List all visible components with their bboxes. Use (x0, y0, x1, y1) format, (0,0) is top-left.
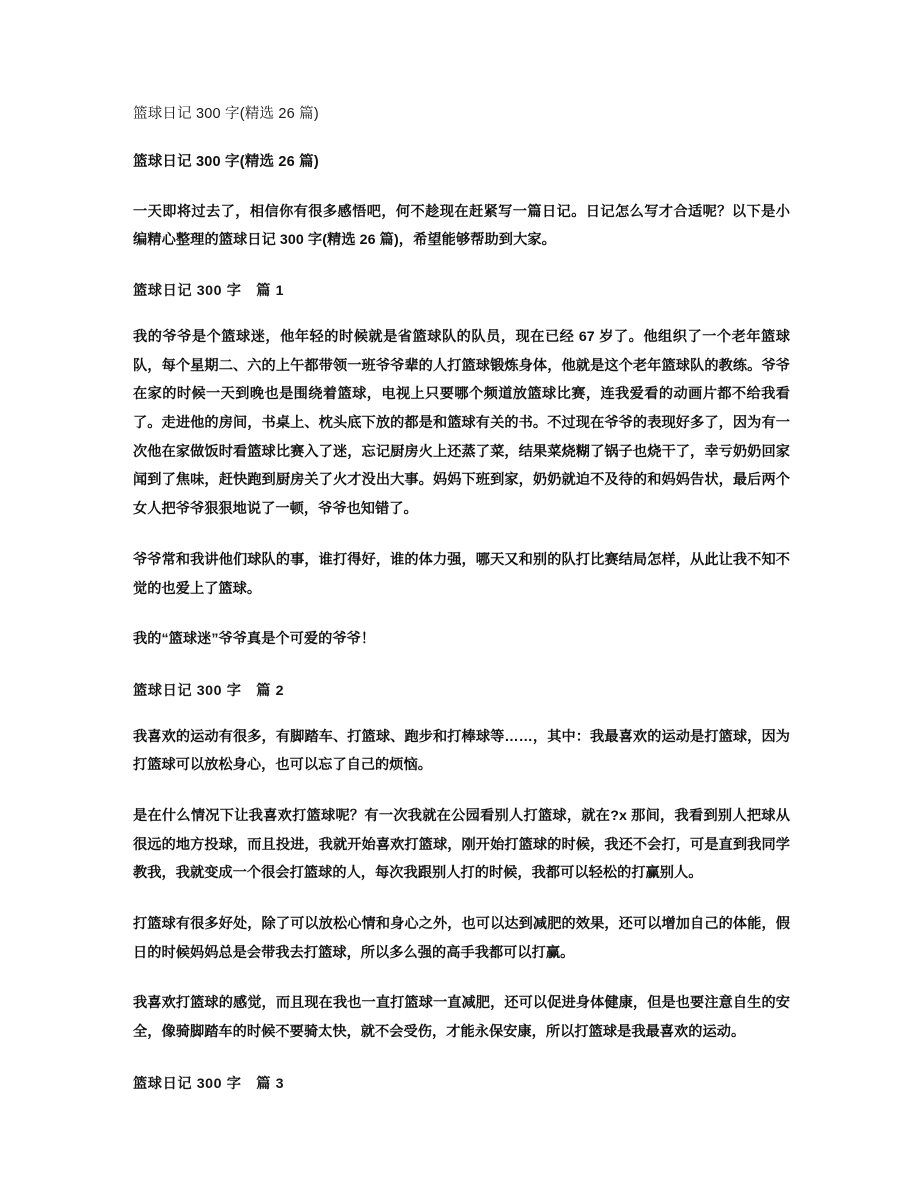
section-2-heading: 篮球日记 300 字 篇 2 (133, 682, 285, 699)
section-2-paragraph-3: 打篮球有很多好处，除了可以放松心情和身心之外，也可以达到减肥的效果，还可以增加自己的体能，假日的时候妈妈总是会带我去打篮球，所以多么强的高手我都可以打赢。 (133, 916, 790, 961)
section-1-paragraph-3: 我的“篮球迷”爷爷真是个可爱的爷爷！ (133, 631, 376, 648)
document-intro-paragraph: 一天即将过去了，相信你有很多感悟吧，何不趁现在赶紧写一篇日记。日记怎么写才合适呢？以下是小编精心整理的篮球日记 300 字(精选 26 篇)，希望能够帮助到大家。 (133, 203, 790, 248)
section-2-paragraph-2: 是在什么情况下让我喜欢打篮球呢？有一次我就在公园看别人打篮球，就在?x 那间，我看到别人把球从很远的地方投球，而且投进，我就开始喜欢打篮球，刚开始打篮球的时候，我还不会打，可是直到我同学教我，我就变成一个很会打篮球的人，每次我跟别人打的时候，我都可以轻松的打赢别人。 (133, 808, 790, 882)
section-2-paragraph-1: 我喜欢的运动有很多，有脚踏车、打篮球、跑步和打棒球等……，其中：我最喜欢的运动是打篮球，因为打篮球可以放松身心，也可以忘了自己的烦恼。 (133, 728, 790, 774)
document-body (133, 104, 790, 1096)
section-2-paragraph-4: 我喜欢打篮球的感觉，而且现在我也一直打篮球一直减肥，还可以促进身体健康，但是也要注意自生的安全，像骑脚踏车的时候不要骑太快，就不会受伤，才能永保安康，所以打篮球是我最喜欢的运动。 (133, 995, 790, 1041)
section-1-heading: 篮球日记 300 字 篇 1 (133, 283, 285, 300)
document-title: 篮球日记 300 字(精选 26 篇) (133, 106, 319, 122)
section-2 (133, 680, 790, 1047)
section-3-heading: 篮球日记 300 字 篇 3 (133, 1075, 285, 1092)
section-1 (133, 280, 790, 654)
document-title-heading: 篮球日记 300 字(精选 26 篇) (133, 153, 319, 170)
section-1-paragraph-2: 爷爷常和我讲他们球队的事，谁打得好，谁的体力强，哪天又和别的队打比赛结局怎样，从此让我不知不觉的也爱上了篮球。 (133, 551, 790, 597)
section-1-paragraph-1: 我的爷爷是个篮球迷，他年轻的时候就是省篮球队的队员，现在已经 67 岁了。他组织了一个老年篮球队，每个星期二、六的上午都带领一班爷爷辈的人打篮球锻炼身体，他就是这个老年篮球队的教练。爷爷在家的时候一天到晚也是围绕着篮球，电视上只要哪个频道放篮球比赛，连我爱看的动画片都不给我看了。走进他的房间，书桌上、枕头底下放的都是和篮球有关的书。不过现在爷爷的表现好多了，因为有一次他在家做饭时看篮球比赛入了迷，忘记厨房火上还蒸了菜，结果菜烧糊了锅子也烧干了，幸亏奶奶回家闻到了焦味，赶快跑到厨房关了火才没出大事。妈妈下班到家，奶奶就迫不及待的和妈妈告状，最后两个女人把爷爷狠狠地说了一顿，爷爷也知错了。 (133, 329, 790, 518)
section-3 (133, 1073, 790, 1096)
